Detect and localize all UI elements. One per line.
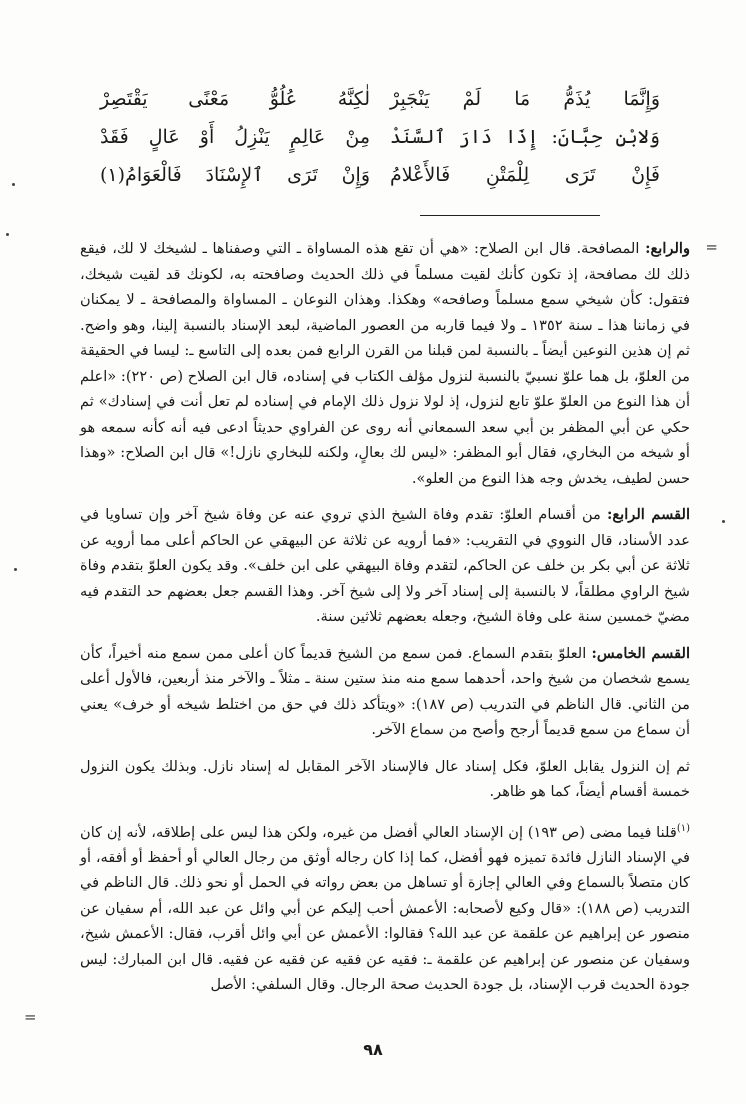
- verse-first-hemistich: فَإِنْ تَرَى لِلْمَتْنِ فَالأَعْلامُ: [390, 164, 660, 186]
- footnote-body: قلنا فيما مضى (ص ١٩٣) إن الإسناد العالي أفضل من غيره، ولكن هذا ليس على إطلاقه، لأنه إن كان في الإسناد النازل فائدة تميزه فهو أفضل، كما إذا كان رجاله أوثق من رجال العالي أو أحفظ أو أفقه، أو كان متصلاً بالسماع وفي العالي إجازة أو تساهل من بعض رواته في الحمل أو نحو ذلك. قال الناظم في التدريب (ص ١٨٨): «قال وكيع لأصحابه: الأعمش أحب إليكم عن أبي وائل عن عبد الله، أم سفيان عن منصور عن إبراهيم عن علقمة عن عبد الله؟ فقالوا: الأعمش عن أبي وائل أقرب، فقال: الأعمش شيخ، وسفيان عن منصور عن إبراهيم عن علقمة ـ: فقيه عن فقيه عن فقيه عن فقيه. قال ابن المبارك: ليس جودة الحديث قرب الإسناد، بل جودة الحديث صحة الرجال. وقال السلفي: الأصل: [80, 823, 690, 994]
- paragraph-body: من أقسام العلوّ: تقدم وفاة الشيخ الذي تروي عنه عن وفاة شيخ آخر وإن تساويا في عدد الأسناد، قال النووي في التقريب: «فما أرويه عن ثلاثة عن البيهقي عن الحاكم أعلى مما أرويه عن ثلاثة عن أبي بكر بن خلف عن الحاكم، لتقدم وفاة البيهقي على ابن خلف». وقد يكون العلوّ بتقدم وفاة شيخ الراوي مطلقاً، لا بالنسبة إلى إسناد آخر ولا إلى شيخ آخر. وهذا القسم جعل بعضهم حد التقدم فيه مضيّ خمسين سنة على وفاة الشيخ، وجعله بعضهم ثلاثين سنة.: [80, 506, 690, 625]
- commentary-text: [80, 236, 690, 1009]
- paragraph-body: ثم إن النزول يقابل العلوّ، فكل إسناد عال فالإسناد الآخر المقابل له إسناد نازل. وبذلك يكون النزول خمسة أقسام أيضاً، كما هو ظاهر.: [80, 757, 690, 800]
- footnote-separator: [420, 215, 600, 216]
- margin-speck: [6, 233, 9, 236]
- margin-speck: [14, 568, 17, 571]
- poem-verse: [100, 80, 660, 118]
- continuation-mark-start: =: [705, 238, 718, 256]
- continuation-mark-end: =: [24, 1008, 37, 1026]
- paragraph: [80, 236, 690, 491]
- poem-verse: [100, 156, 660, 194]
- poem-block: [100, 80, 660, 194]
- margin-speck: [12, 183, 15, 186]
- verse-second-hemistich: وَإِنْ تَرَى ٱلإِسْنَادَ فَالْعَوَامُ(١): [100, 164, 370, 186]
- paragraph-body: المصافحة. قال ابن الصلاح: «هي أن تقع هذه المساواة ـ التي وصفناها ـ لشيخك لا لك، فيقع ذلك لك مصافحة، إذ تكون كأنك لقيت مسلماً في ذلك الحديث وصافحته به، لكونك قد لقيت شيخك، فتقول: كأن شيخي سمع مسلماً وصافحه» وهكذا. وهذان النوعان ـ المساواة والمصافحة ـ لا يمكنان في زماننا هذا ـ سنة ١٣٥٢ ـ ولا فيما قاربه من العصور الماضية، لبعد الإسناد بالنسبة إلينا، وهو واضح. ثم إن هذين النوعين أيضاً ـ بالنسبة لمن قبلنا من القرن الرابع فمن بعده إلى التاسع ـ: ليسا في الحقيقة من العلوّ، بل هما علوّ نسبيّ بالنسبة لنزول مؤلف الكتاب في إسناده، قال ابن الصلاح (ص ٢٢٠): «اعلم أن هذا النوع من العلوّ علوّ تابع لنزول، إذ لولا نزول ذلك الإمام في إسناده لم تعل أنت في إسنادك» ثم حكي عن أبي المظفر بن أبي سعد السمعاني أنه روى عن الفراوي حديثاً ادعى فيه أنه كأنه سمعه هو أو شيخه من البخاري، فقال أبو المظفر: «ليس لك بعالٍ، ولكنه للبخاري نازل!» قال ابن الصلاح: «وهذا حسن لطيف، يخدش وجه هذا النوع من العلو».: [80, 240, 691, 487]
- page-number: ٩٨: [363, 1040, 383, 1059]
- verse-first-hemistich: وَلابْنِ حِبَّانَ: إِذَا دَارَ ٱلسَّنَدْ: [390, 126, 660, 148]
- poem-verse: [100, 118, 660, 156]
- paragraph-lead: القسم الخامس:: [591, 644, 691, 662]
- footnote-number: (١): [676, 822, 690, 834]
- verse-second-hemistich: مِنْ عَالِمٍ يَنْزِلُ أَوْ عَالٍ فَقَدْ: [100, 126, 370, 148]
- paragraph-lead: القسم الرابع:: [607, 506, 690, 523]
- paragraph: [80, 502, 690, 630]
- verse-first-hemistich: وَإِنَّمَا يُذَمُّ مَا لَمْ يَنْجَبِرْ: [390, 88, 660, 110]
- paragraph: [80, 641, 690, 743]
- paragraph-body: العلوّ بتقدم السماع. فمن سمع من الشيخ قديماً كان أعلى ممن سمع منه أخيراً، كأن يسمع شخصان من شيخ واحد، أحدهما سمع منه منذ ستين سنة ـ مثلاً ـ والآخر منذ أربعين، فالأول أعلى من الثاني. قال الناظم في التدريب (ص ١٨٧): «ويتأكد ذلك في حق من اختلط شيخه أو خرف» يعني أن سماع من سمع قديماً أرجح وأصح من سماع الآخر.: [80, 644, 690, 738]
- verse-second-hemistich: لٰكِنَّهُ عُلُوُّ مَعْنًى يَقْتَصِرْ: [100, 88, 370, 110]
- footnote: [80, 816, 690, 998]
- margin-speck: [722, 520, 725, 523]
- paragraph-lead: والرابع:: [645, 240, 690, 257]
- paragraph: [80, 754, 690, 805]
